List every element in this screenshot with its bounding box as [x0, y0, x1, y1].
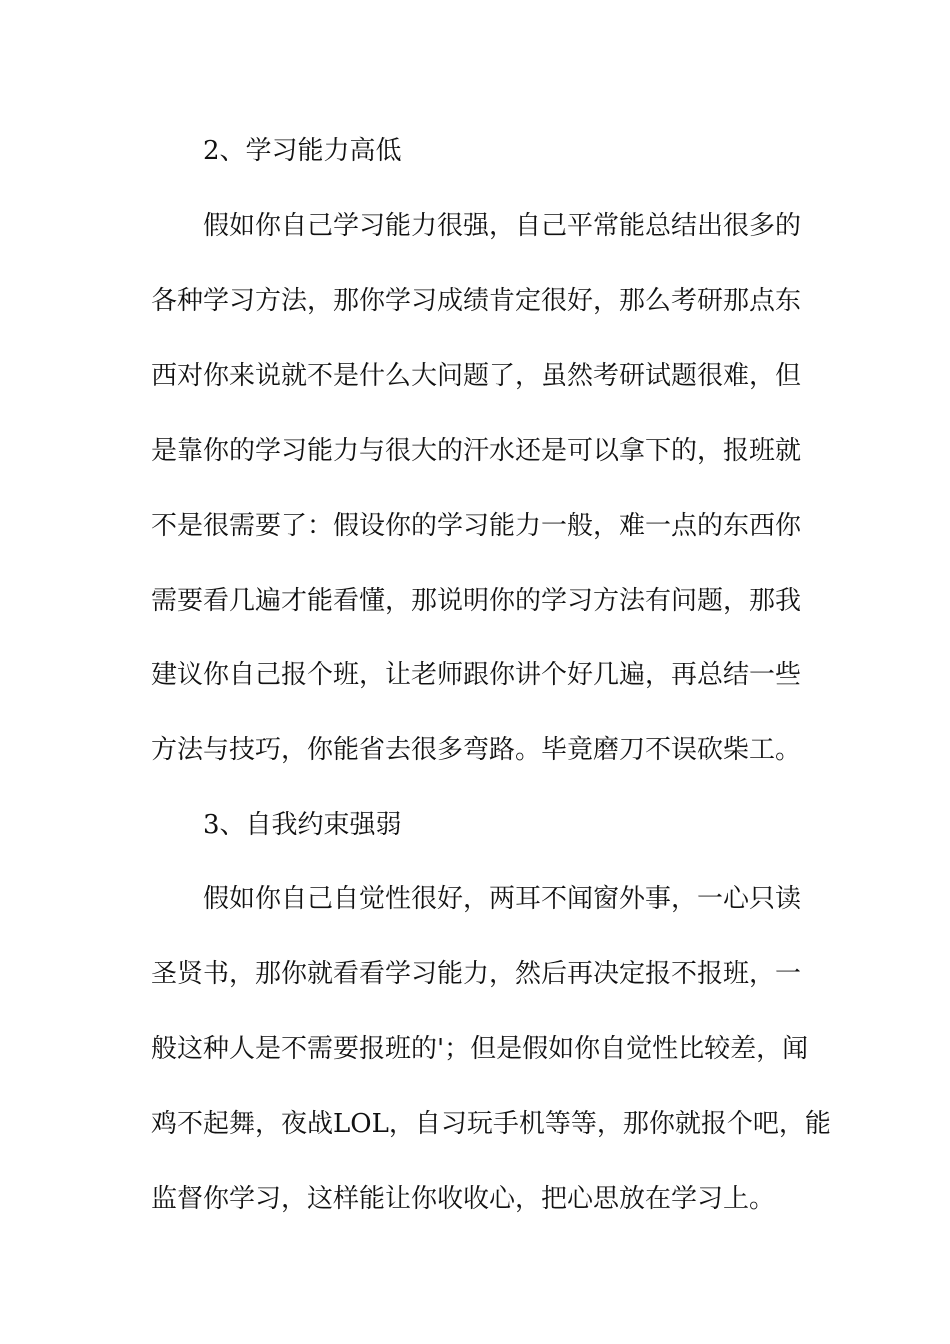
paragraph-line: 西对你来说就不是什么大问题了，虽然考研试题很难，但 — [151, 361, 802, 391]
paragraph-line: 需要看几遍才能看懂，那说明你的学习方法有问题，那我 — [151, 586, 802, 616]
paragraph-line: 圣贤书，那你就看看学习能力，然后再决定报不报班，一 — [151, 959, 802, 989]
heading-learning-ability: 2、学习能力高低 — [203, 136, 402, 166]
paragraph-line: 是靠你的学习能力与很大的汗水还是可以拿下的，报班就 — [151, 436, 802, 466]
paragraph-line: 假如你自己自觉性很好，两耳不闻窗外事，一心只读 — [203, 884, 802, 914]
paragraph-line: 建议你自己报个班，让老师跟你讲个好几遍，再总结一些 — [151, 660, 802, 690]
paragraph-line: 方法与技巧，你能省去很多弯路。毕竟磨刀不误砍柴工。 — [151, 735, 802, 765]
paragraph-line: 假如你自己学习能力很强，自己平常能总结出很多的 — [203, 211, 802, 241]
paragraph-line: 监督你学习，这样能让你收收心，把心思放在学习上。 — [151, 1184, 776, 1214]
paragraph-line: 各种学习方法，那你学习成绩肯定很好，那么考研那点东 — [151, 286, 802, 316]
paragraph-line: 不是很需要了：假设你的学习能力一般，难一点的东西你 — [151, 511, 802, 541]
paragraph-line: 般这种人是不需要报班的'；但是假如你自觉性比较差，闻 — [151, 1034, 809, 1064]
heading-self-discipline: 3、自我约束强弱 — [203, 810, 402, 840]
paragraph-line: 鸡不起舞，夜战LOL，自习玩手机等等，那你就报个吧，能 — [151, 1109, 831, 1139]
